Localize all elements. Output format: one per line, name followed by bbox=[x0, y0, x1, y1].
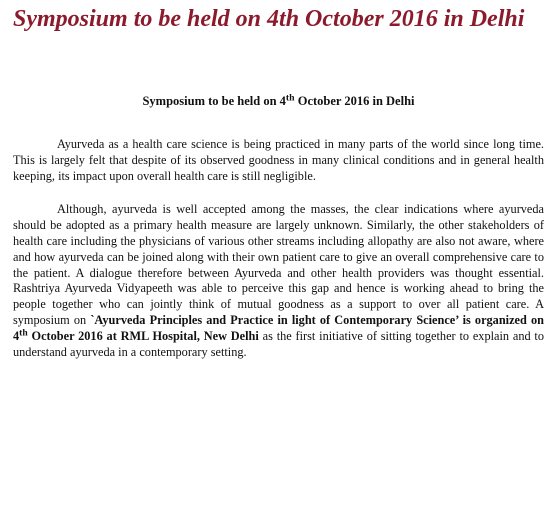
symposium-venue-text: October 2016 at RML Hospital, New Delhi bbox=[27, 328, 259, 343]
subtitle-ordinal-suffix: th bbox=[285, 92, 295, 104]
article-body bbox=[13, 92, 544, 360]
article-subtitle bbox=[13, 92, 544, 110]
paragraph-2-intro: Although, ayurveda is well accepted among the masses, the clear indications where ayurveda should be adopted as a primary health measure are largely unknown. Similarly, the other stakeholders of health care including the physicians of various other streams including allopathy are also not aware, where and how ayurveda can be joined along with their own patient care to give an overall comprehensive care to the patient. A dialogue therefore between Ayurveda and other health providers was thought essential. Rashtriya Ayurveda Vidyapeeth was able to perceive this gap and hence is working ahead to bring the people together who can jointly think of mutual goodness as a support to over all patient care. A symposium on bbox=[13, 202, 544, 327]
paragraph-2-outro: as the first initiative of sitting together to explain and to understand ayurveda in a contemporary setting. bbox=[13, 328, 544, 359]
paragraph-1 bbox=[13, 137, 544, 184]
date-ordinal-suffix: th bbox=[19, 327, 28, 339]
subtitle-text-start: Symposium to be held on 4 bbox=[142, 94, 286, 108]
paragraph-2 bbox=[13, 202, 544, 360]
paragraph-1-text: Ayurveda as a health care science is being practiced in many parts of the world since long time. This is largely felt that despite of its observed goodness in many clinical conditions and in general health keeping, its impact upon overall health care is still negligible. bbox=[13, 137, 544, 183]
page-title: Symposium to be held on 4th October 2016 in Delhi bbox=[13, 6, 525, 32]
symposium-title-text: `Ayurveda Principles and Practice in light of Contemporary Science’ is organized on 4 bbox=[13, 312, 544, 343]
subtitle-text-end: October 2016 in Delhi bbox=[294, 94, 415, 108]
